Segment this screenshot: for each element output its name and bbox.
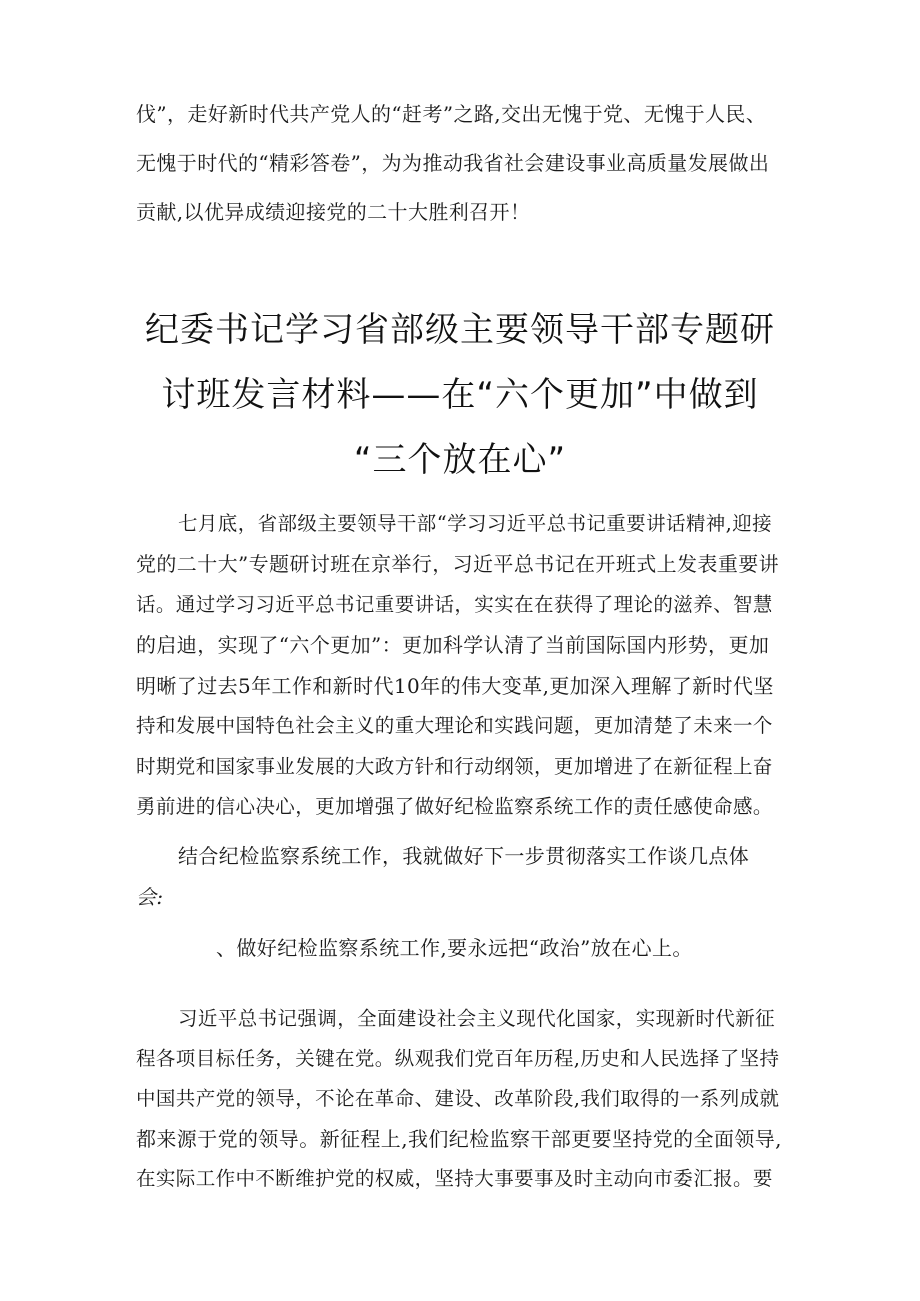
title-line-3: “三个放在心” — [353, 440, 567, 480]
paragraph-1-line-1: 七月底，省部级主要领导干部“学习习近平总书记重要讲话精神,迎接 — [178, 512, 773, 535]
paragraph-1-line-7: 时期党和国家事业发展的大政方针和行动纲领，更加增进了在新征程上奋 — [136, 755, 773, 778]
paragraph-2-line-1: 结合纪检监察系统工作，我就做好下一步贯彻落实工作谈几点体 — [178, 844, 750, 868]
paragraph-3-line-1: 习近平总书记强调，全面建设社会主义现代化国家，实现新时代新征 — [178, 1007, 776, 1030]
intro-line-1: 伐”，走好新时代共产党人的“赶考”之路,交出无愧于党、无愧于人民、 — [136, 102, 767, 126]
paragraph-1-line-6: 持和发展中国特色社会主义的重大理论和实践问题，更加清楚了未来一个 — [136, 714, 773, 737]
paragraph-3-line-3: 中国共产党的领导，不论在革命、建设、改革阶段,我们取得的一系列成就 — [136, 1087, 780, 1110]
paragraph-2-line-2: 会: — [136, 885, 164, 909]
section-heading: 、做好纪检监察系统工作,要永远把“政治”放在心上。 — [216, 936, 693, 960]
paragraph-1-line-5: 明晰了过去5年工作和新时代10年的伟大变革,更加深入理解了新时代坚 — [136, 674, 774, 698]
title-line-1: 纪委书记学习省部级主要领导干部专题研 — [145, 310, 775, 350]
paragraph-1-line-3: 话。通过学习习近平总书记重要讲话，实实在在获得了理论的滋养、智慧 — [136, 593, 773, 616]
paragraph-3-line-5: 在实际工作中不断维护党的权威，坚持大事要事及时主动向市委汇报。要 — [136, 1167, 773, 1190]
paragraph-1-line-8: 勇前进的信心决心，更加增强了做好纪检监察系统工作的责任感使命感。 — [136, 795, 773, 818]
paragraph-3-line-2: 程各项目标任务，关键在党。纵观我们党百年历程,历史和人民选择了坚持 — [136, 1047, 780, 1070]
intro-line-3: 贡献,以优异成绩迎接党的二十大胜利召开！ — [136, 200, 531, 224]
title-line-2: 讨班发言材料——在“六个更加”中做到 — [161, 375, 759, 415]
paragraph-3-line-4: 都来源于党的领导。新征程上,我们纪检监察干部更要坚持党的全面领导, — [136, 1127, 782, 1151]
paragraph-1-line-2: 党的二十大”专题研讨班在京举行，习近平总书记在开班式上发表重要讲 — [136, 552, 780, 576]
paragraph-1-line-4: 的启迪，实现了“六个更加”：更加科学认清了当前国际国内形势，更加 — [136, 633, 770, 657]
intro-line-2: 无愧于时代的“精彩答卷”，为为推动我省社会建设事业高质量发展做出 — [136, 151, 770, 175]
